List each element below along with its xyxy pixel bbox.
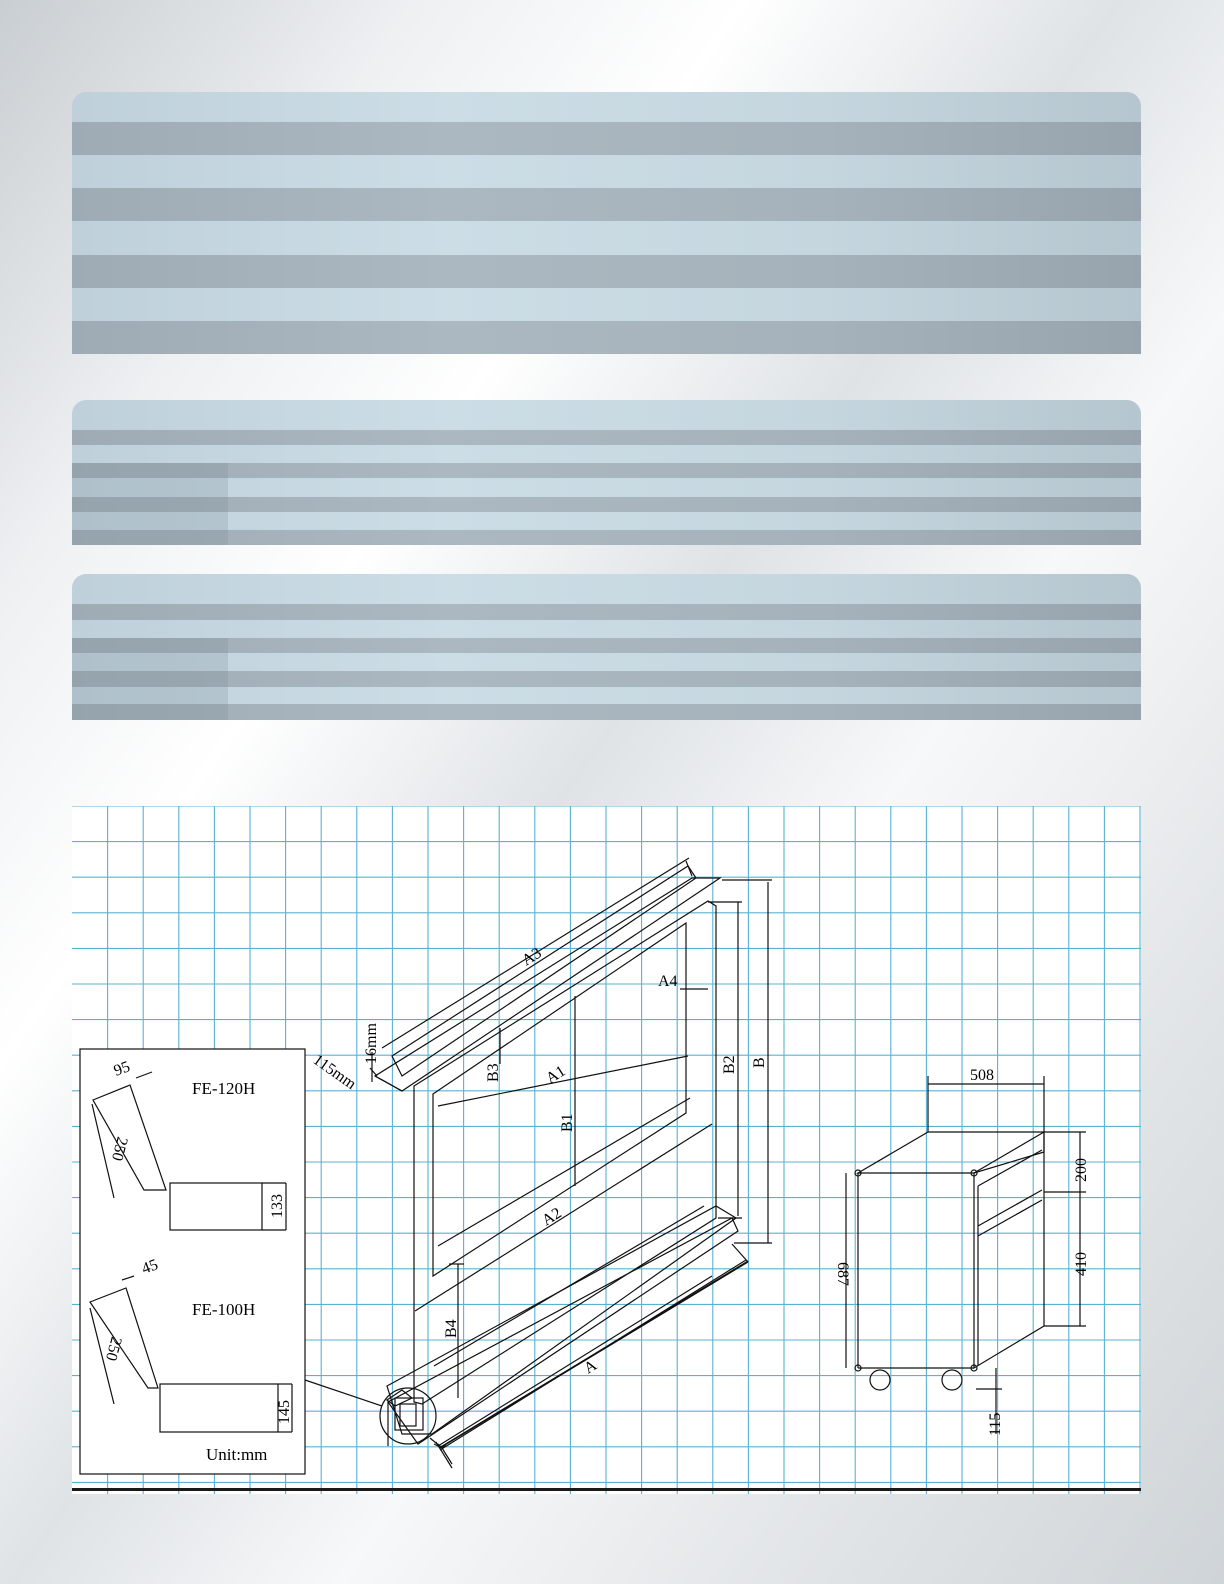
main-assembly-drawing (370, 858, 772, 1468)
label-a3: A3 (519, 944, 545, 970)
side-view-drawing (846, 1076, 1086, 1434)
label-115mm: 115mm (309, 1051, 360, 1093)
label-b: B (751, 1057, 768, 1068)
footer-rule (72, 1488, 1141, 1491)
label-a2: A2 (539, 1204, 565, 1230)
label-16mm: 16mm (363, 1023, 380, 1064)
inset-detail-box (80, 1049, 382, 1474)
main-labels (310, 945, 768, 1378)
dim-200: 200 (1073, 1158, 1090, 1182)
dim-508: 508 (970, 1067, 994, 1084)
spec-table-1 (72, 92, 1141, 354)
spec-table-2 (72, 400, 1141, 545)
dim-133: 133 (269, 1194, 286, 1218)
dim-95: 95 (111, 1058, 133, 1080)
label-b4: B4 (443, 1319, 460, 1338)
dim-145: 145 (276, 1400, 293, 1424)
label-a1: A1 (543, 1062, 569, 1088)
label-a: A (581, 1356, 600, 1378)
dimension-drawing (72, 806, 1141, 1494)
label-b3: B3 (485, 1063, 502, 1082)
dim-115: 115 (987, 1412, 1004, 1436)
dim-250-120: 250 (107, 1134, 131, 1163)
spec-table-3 (72, 574, 1141, 720)
model-label-fe100h: FE-100H (192, 1300, 256, 1319)
label-b2: B2 (721, 1055, 738, 1074)
label-b1: B1 (559, 1113, 576, 1132)
dim-687: 687 (834, 1262, 851, 1286)
model-label-fe120h: FE-120H (192, 1079, 256, 1098)
dim-250-100: 250 (101, 1334, 125, 1363)
dim-45: 45 (139, 1256, 161, 1278)
unit-label: Unit:mm (206, 1445, 268, 1464)
label-a4: A4 (658, 973, 678, 990)
dim-410: 410 (1073, 1252, 1090, 1276)
